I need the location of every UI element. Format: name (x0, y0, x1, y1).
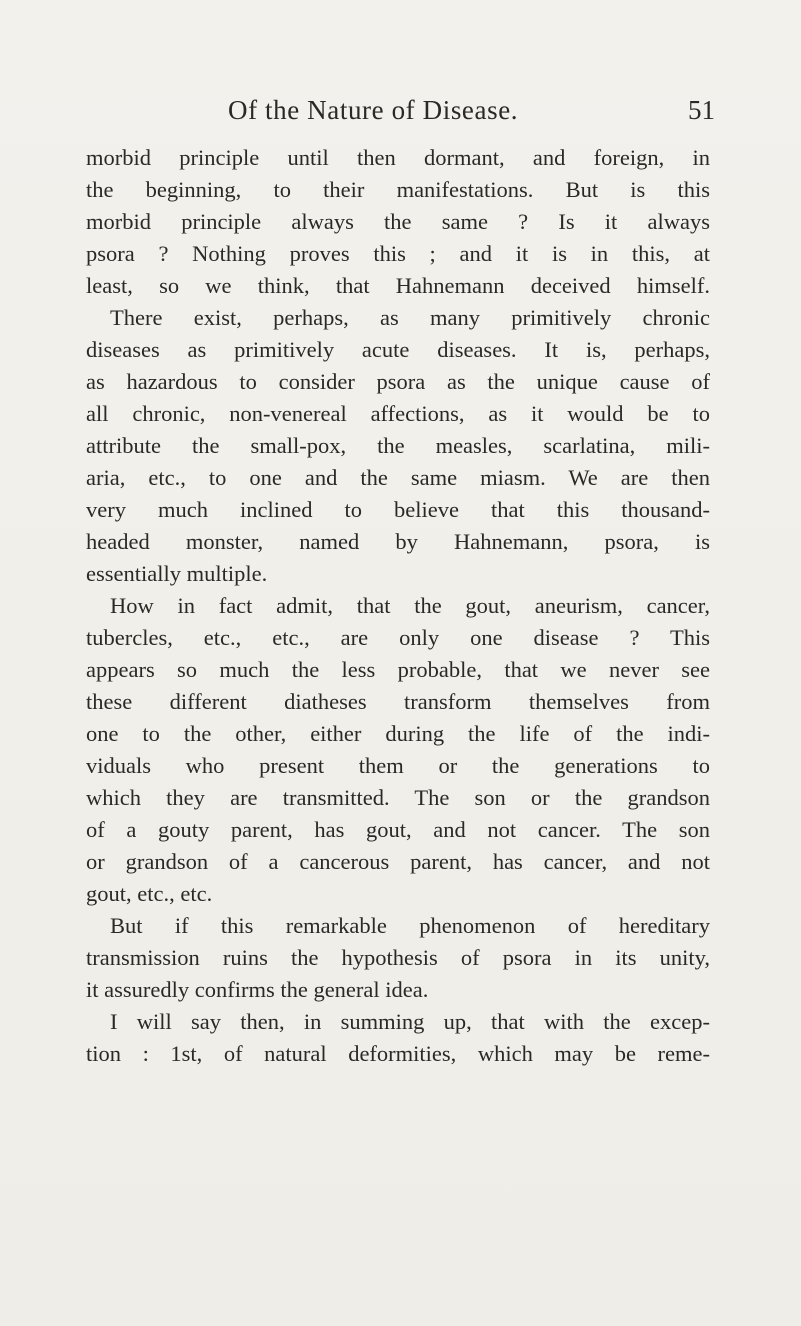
text-line: one to the other, either during the life of the indi- (86, 721, 710, 746)
text-line: essentially multiple. (86, 561, 268, 586)
text-line: tion : 1st, of natural deformities, which may be reme- (86, 1041, 710, 1066)
text-line: I will say then, in summing up, that with the excep- (110, 1009, 710, 1034)
text-line: aria, etc., to one and the same miasm. We are then (86, 465, 710, 490)
text-line: transmission ruins the hypothesis of psora in its unity, (86, 945, 710, 970)
running-title: Of the Nature of Disease. (228, 95, 519, 125)
text-line: How in fact admit, that the gout, aneurism, cancer, (110, 593, 710, 618)
text-line: But if this remarkable phenomenon of hereditary (110, 913, 710, 938)
text-line: gout, etc., etc. (86, 881, 213, 906)
text-line: as hazardous to consider psora as the unique cause of (86, 369, 710, 394)
text-line: the beginning, to their manifestations. But is this (86, 177, 710, 202)
text-line: There exist, perhaps, as many primitively chronic (110, 305, 710, 330)
text-line: it assuredly confirms the general idea. (86, 977, 429, 1002)
running-head (228, 95, 715, 135)
text-line: morbid principle until then dormant, and foreign, in (86, 145, 710, 170)
text-line: psora ? Nothing proves this ; and it is in this, at (86, 241, 710, 266)
text-line: diseases as primitively acute diseases. It is, perhaps, (86, 337, 710, 362)
text-line: of a gouty parent, has gout, and not cancer. The son (86, 817, 710, 842)
text-line: all chronic, non-venereal affections, as it would be to (86, 401, 710, 426)
text-line: least, so we think, that Hahnemann deceived himself. (86, 273, 710, 298)
text-line: or grandson of a cancerous parent, has cancer, and not (86, 849, 710, 874)
text-line: headed monster, named by Hahnemann, psora, is (86, 529, 710, 554)
page-number: 51 (688, 95, 715, 125)
text-line: tubercles, etc., etc., are only one disease ? This (86, 625, 710, 650)
text-line: morbid principle always the same ? Is it always (86, 209, 710, 234)
text-line: which they are transmitted. The son or the grandson (86, 785, 710, 810)
body-text (86, 142, 710, 1070)
text-line: viduals who present them or the generations to (86, 753, 710, 778)
text-line: appears so much the less probable, that we never see (86, 657, 710, 682)
text-line: very much inclined to believe that this thousand- (86, 497, 710, 522)
text-line: these different diatheses transform themselves from (86, 689, 710, 714)
text-line: attribute the small-pox, the measles, scarlatina, mili- (86, 433, 710, 458)
